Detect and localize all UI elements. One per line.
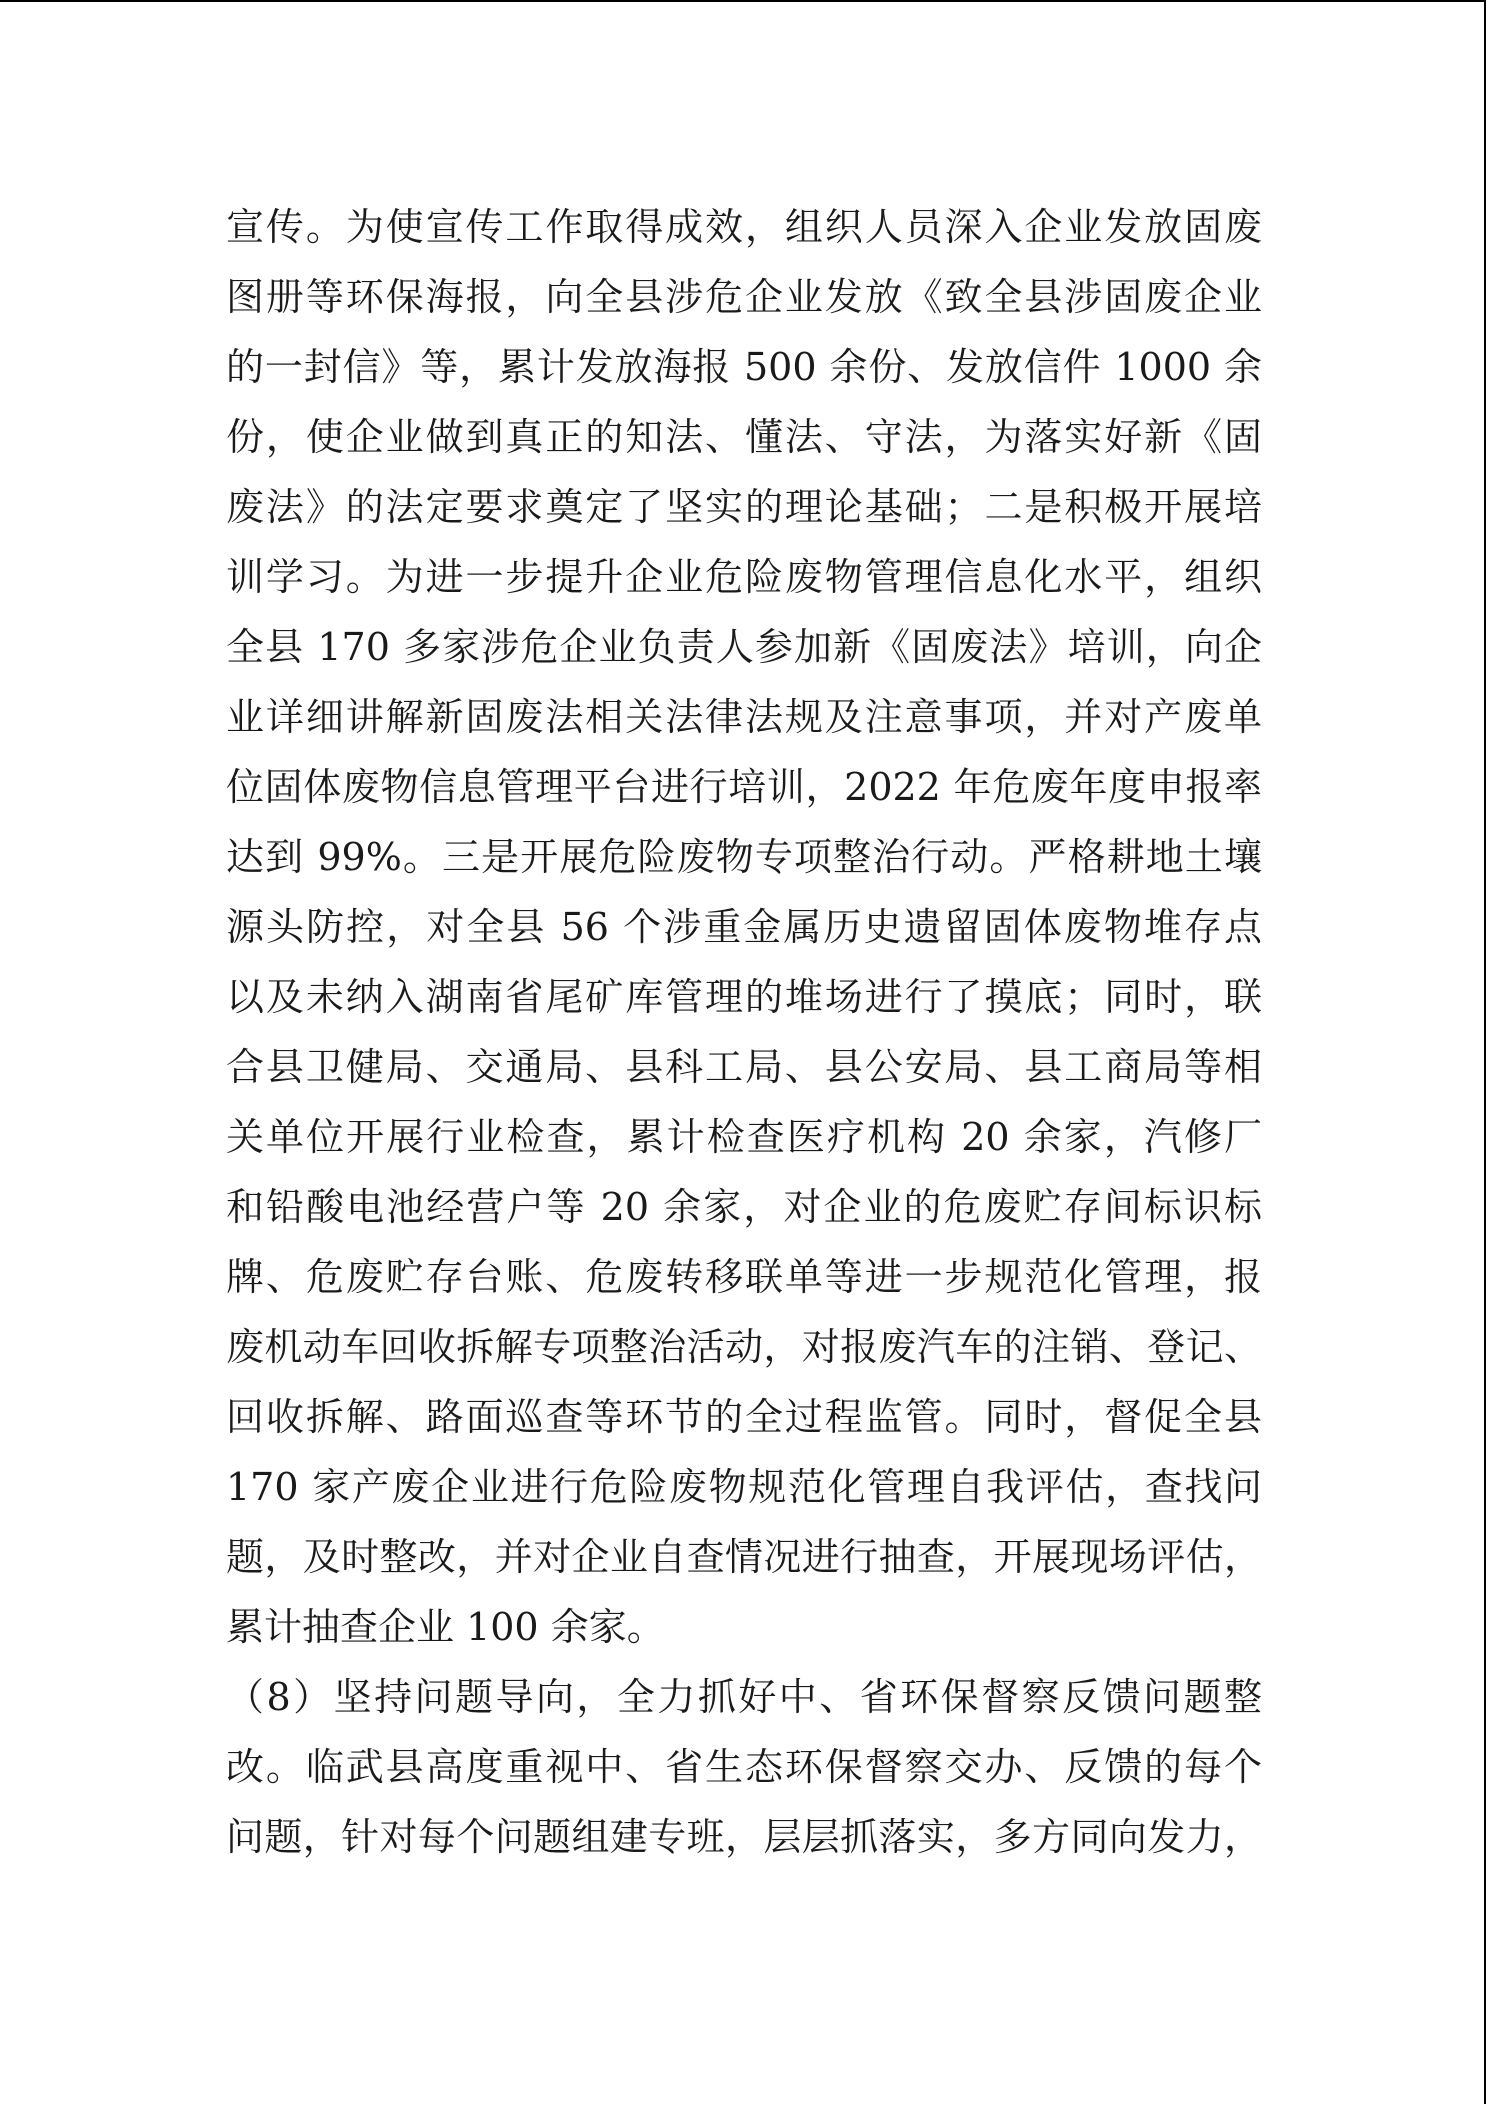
text-line: 废机动车回收拆解专项整治活动，对报废汽车的注销、登记、 [226,1325,1262,1369]
text-line: 和铅酸电池经营户等 20 余家，对企业的危废贮存间标识标 [226,1185,1262,1229]
text-line: 全县 170 多家涉危企业负责人参加新《固废法》培训，向企 [226,625,1262,669]
text-line: 位固体废物信息管理平台进行培训，2022 年危废年度申报率 [226,765,1262,809]
text-line: 改。临武县高度重视中、省生态环保督察交办、反馈的每个 [226,1745,1262,1789]
text-line: 废法》的法定要求奠定了坚实的理论基础；二是积极开展培 [226,485,1262,529]
text-line: 达到 99%。三是开展危险废物专项整治行动。严格耕地土壤 [226,835,1262,879]
text-line: 题，及时整改，并对企业自查情况进行抽查，开展现场评估， [226,1535,1262,1579]
body-text [226,192,1262,1872]
paragraph-end-line: 累计抽查企业 100 余家。 [226,1605,665,1649]
text-line: 以及未纳入湖南省尾矿库管理的堆场进行了摸底；同时，联 [226,975,1262,1019]
text-line: 源头防控，对全县 56 个涉重金属历史遗留固体废物堆存点 [226,905,1262,949]
text-line: 170 家产废企业进行危险废物规范化管理自我评估，查找问 [226,1465,1262,1509]
text-line: 牌、危废贮存台账、危废转移联单等进一步规范化管理，报 [226,1255,1262,1299]
text-line: 图册等环保海报，向全县涉危企业发放《致全县涉固废企业 [226,275,1262,319]
text-line: 关单位开展行业检查，累计检查医疗机构 20 余家，汽修厂 [226,1115,1262,1159]
text-line: 问题，针对每个问题组建专班，层层抓落实，多方同向发力， [226,1815,1262,1859]
text-line: 合县卫健局、交通局、县科工局、县公安局、县工商局等相 [226,1045,1262,1089]
text-line: 宣传。为使宣传工作取得成效，组织人员深入企业发放固废 [226,205,1262,249]
text-line: 训学习。为进一步提升企业危险废物管理信息化水平，组织 [226,555,1262,599]
text-line: 业详细讲解新固废法相关法律法规及注意事项，并对产废单 [226,695,1262,739]
text-line: 回收拆解、路面巡查等环节的全过程监管。同时，督促全县 [226,1395,1262,1439]
text-line: 份，使企业做到真正的知法、懂法、守法，为落实好新《固 [226,415,1262,459]
text-line: 的一封信》等，累计发放海报 500 余份、发放信件 1000 余 [226,345,1262,389]
text-line: （8）坚持问题导向，全力抓好中、省环保督察反馈问题整 [226,1675,1262,1719]
